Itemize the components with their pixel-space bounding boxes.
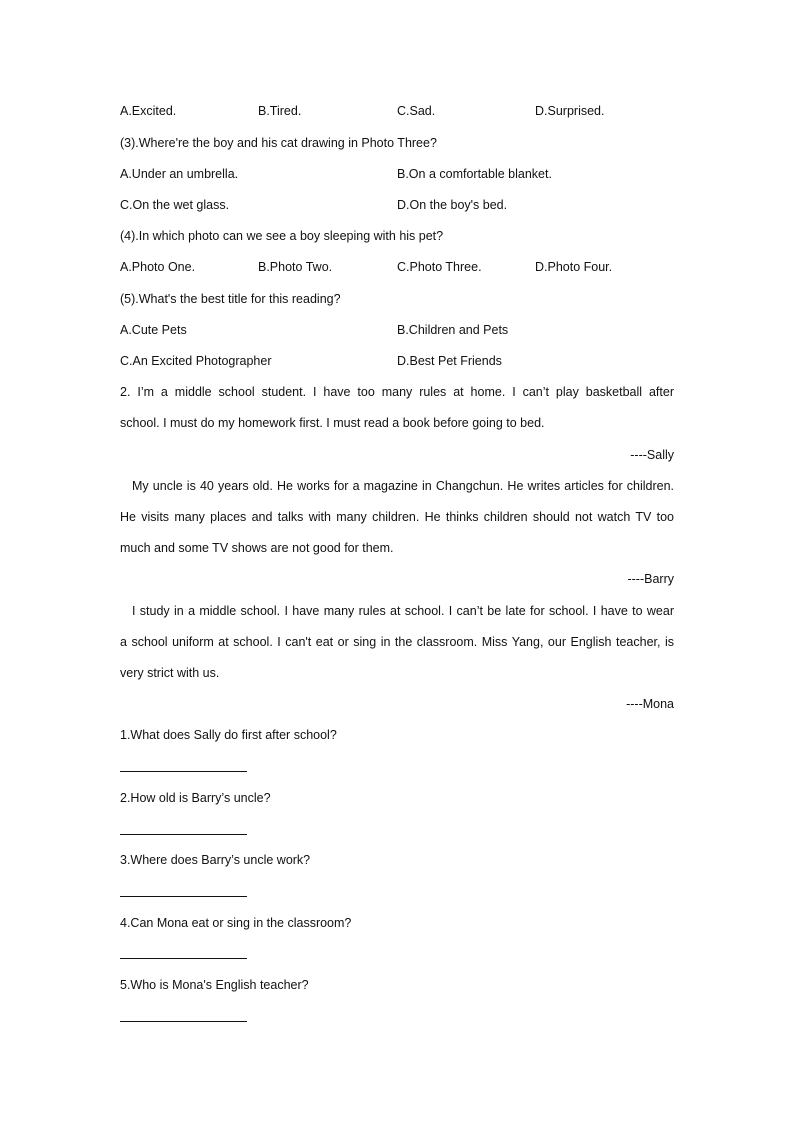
mona-signature: ----Mona bbox=[626, 697, 674, 711]
answer-question-4: 4.Can Mona eat or sing in the classroom? bbox=[120, 916, 352, 930]
q4-option-a: A.Photo One. bbox=[120, 260, 196, 274]
q2-option-a: A.Excited. bbox=[120, 104, 177, 118]
q4-question: (4).In which photo can we see a boy sleeping with his pet? bbox=[120, 229, 444, 243]
q2-option-c: C.Sad. bbox=[397, 104, 436, 118]
q3-option-d: D.On the boy's bed. bbox=[397, 198, 508, 212]
sally-passage-line: school. I must do my homework first. I must read a book before going to bed. bbox=[120, 416, 545, 430]
mona-passage-line: a school uniform at school. I can't eat or sing in the classroom. Miss Yang, our English teacher, is bbox=[120, 635, 674, 649]
q4-option-b: B.Photo Two. bbox=[258, 260, 333, 274]
answer-question-3: 3.Where does Barry’s uncle work? bbox=[120, 853, 311, 867]
sally-signature: ----Sally bbox=[630, 448, 674, 462]
q5-question: (5).What's the best title for this reading? bbox=[120, 292, 341, 306]
answer-question-2: 2.How old is Barry’s uncle? bbox=[120, 791, 271, 805]
answer-blank-3[interactable] bbox=[120, 896, 247, 897]
mona-passage-line: very strict with us. bbox=[120, 666, 220, 680]
q3-option-c: C.On the wet glass. bbox=[120, 198, 230, 212]
answer-question-5: 5.Who is Mona's English teacher? bbox=[120, 978, 309, 992]
answer-question-1: 1.What does Sally do first after school? bbox=[120, 728, 337, 742]
q3-question: (3).Where're the boy and his cat drawing in Photo Three? bbox=[120, 136, 437, 150]
answer-blank-4[interactable] bbox=[120, 958, 247, 959]
sally-passage-line: 2. I’m a middle school student. I have too many rules at home. I can’t play basketball after bbox=[120, 385, 674, 399]
q5-option-c: C.An Excited Photographer bbox=[120, 354, 272, 368]
q5-option-d: D.Best Pet Friends bbox=[397, 354, 502, 368]
barry-passage-line: much and some TV shows are not good for them. bbox=[120, 541, 394, 555]
mona-passage-line: I study in a middle school. I have many rules at school. I can’t be late for school. I have to wear bbox=[132, 604, 674, 618]
q4-option-c: C.Photo Three. bbox=[397, 260, 482, 274]
answer-blank-2[interactable] bbox=[120, 834, 247, 835]
q5-option-b: B.Children and Pets bbox=[397, 323, 509, 337]
q2-option-b: B.Tired. bbox=[258, 104, 302, 118]
q2-option-d: D.Surprised. bbox=[535, 104, 605, 118]
q3-option-a: A.Under an umbrella. bbox=[120, 167, 239, 181]
barry-signature: ----Barry bbox=[627, 572, 674, 586]
q5-option-a: A.Cute Pets bbox=[120, 323, 187, 337]
q3-option-b: B.On a comfortable blanket. bbox=[397, 167, 552, 181]
barry-passage-line: My uncle is 40 years old. He works for a magazine in Changchun. He writes articles for children. bbox=[132, 479, 674, 493]
barry-passage-line: He visits many places and talks with many children. He thinks children should not watch TV too bbox=[120, 510, 674, 524]
answer-blank-5[interactable] bbox=[120, 1021, 247, 1022]
answer-blank-1[interactable] bbox=[120, 771, 247, 772]
q4-option-d: D.Photo Four. bbox=[535, 260, 613, 274]
